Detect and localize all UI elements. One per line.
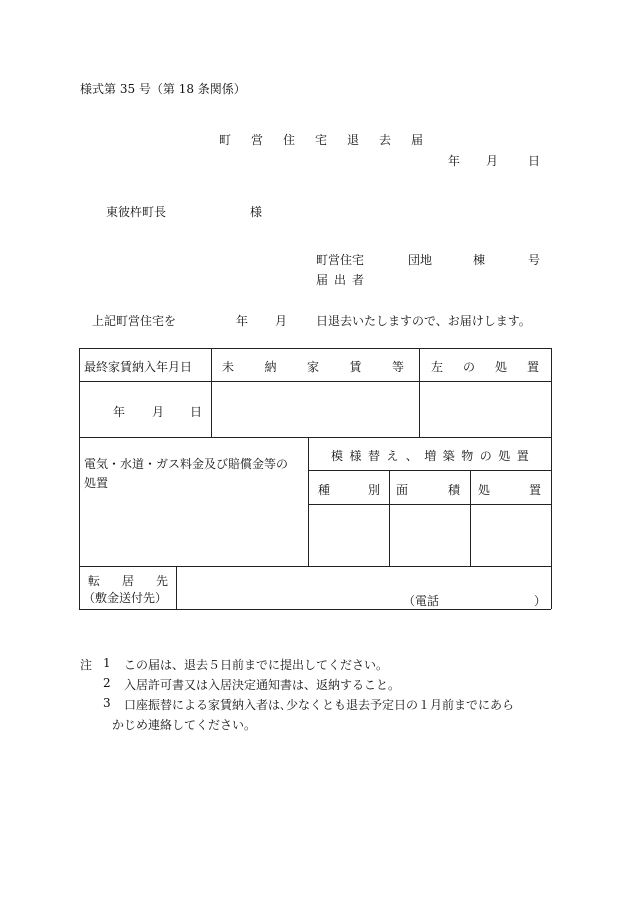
unpaid-rent-char: 賃: [349, 360, 362, 374]
note-3-text-continued: かじめ連絡してください。: [112, 718, 257, 732]
disposal-char: 置: [528, 483, 541, 497]
type-char: 別: [367, 483, 380, 497]
disposal-left-char: の: [462, 360, 475, 374]
row-year-label: 年: [113, 405, 126, 419]
addressee-honorific: 様: [250, 205, 263, 219]
renovation-header: 模様替え、増築物の処置: [331, 449, 536, 463]
disposal-subheader: [478, 481, 541, 498]
date-month-label: 月: [486, 154, 499, 168]
unpaid-rent-char: 等: [391, 360, 404, 374]
unpaid-rent-cell[interactable]: [212, 382, 418, 436]
forwarding-char: 先: [155, 574, 168, 588]
statement-suffix: 日退去いたしますので、お届けします。: [316, 314, 531, 328]
statement-prefix: 上記町営住宅を: [92, 314, 177, 328]
statement-line: [0, 312, 630, 328]
disposal-left-char: 処: [494, 360, 507, 374]
disposal-char: 処: [478, 483, 491, 497]
phone-open-label: （電話: [403, 594, 440, 608]
note-1-text: この届は、退去５日前までに提出してください。: [124, 658, 389, 672]
unpaid-rent-char: 未: [222, 360, 235, 374]
forwarding-address-cell[interactable]: [177, 567, 550, 608]
area-char: 積: [447, 483, 460, 497]
notes-label: 注: [80, 658, 93, 672]
type-cell[interactable]: [309, 505, 388, 565]
danchi-label: 団地: [408, 253, 433, 267]
area-subheader: [396, 481, 460, 498]
note-1-number: 1: [103, 656, 111, 670]
unpaid-rent-char: 納: [264, 360, 277, 374]
disposal-left-char: 置: [526, 360, 539, 374]
area-cell[interactable]: [390, 505, 469, 565]
disposal-left-cell[interactable]: [420, 382, 550, 436]
last-rent-month-header: 最終家賃納入年月日: [84, 360, 193, 374]
statement-year-label: 年: [236, 314, 249, 328]
forwarding-char: 居: [121, 574, 134, 588]
date-year-label: 年: [448, 154, 461, 168]
room-label: 号: [528, 253, 541, 267]
type-subheader: [318, 481, 380, 498]
note-3-text: 口座振替による家賃納入者は､少なくとも退去予定日の１月前までにあら: [124, 698, 515, 712]
disposal-left-header: [431, 358, 539, 375]
note-3-number: 3: [103, 696, 111, 710]
phone-close-label: ）: [534, 594, 547, 608]
housing-label: 町営住宅: [316, 253, 365, 267]
unpaid-rent-header: [222, 358, 404, 375]
statement-month-label: 月: [275, 314, 288, 328]
submitter-label: 届出者: [316, 273, 371, 287]
form-title: 町営住宅退去届: [219, 133, 444, 147]
forwarding-label-line1: [88, 572, 168, 589]
forwarding-char: 転: [88, 574, 101, 588]
date-day-label: 日: [528, 154, 541, 168]
row-day-label: 日: [190, 405, 203, 419]
form-number: 様式第 35 号（第 18 条関係）: [80, 82, 246, 96]
area-char: 面: [396, 483, 409, 497]
type-char: 種: [318, 483, 331, 497]
utilities-label-line1: 電気・水道・ガス料金及び賠償金等の: [84, 457, 289, 471]
building-label: 棟: [473, 253, 486, 267]
utilities-label-line2: 処置: [84, 476, 109, 490]
disposal-cell[interactable]: [471, 505, 550, 565]
utilities-cell[interactable]: [80, 505, 307, 565]
unpaid-rent-char: 家: [306, 360, 319, 374]
applicant-block: [0, 251, 630, 291]
addressee-name: 東彼杵町長: [106, 205, 167, 219]
row-month-label: 月: [152, 405, 165, 419]
forwarding-label-line2: （敷金送付先）: [83, 591, 168, 605]
note-2-number: 2: [103, 676, 111, 690]
date-line: [0, 152, 630, 168]
disposal-left-char: 左: [431, 360, 444, 374]
note-2-text: 入居許可書又は入居決定通知書は、返納すること。: [124, 678, 401, 692]
